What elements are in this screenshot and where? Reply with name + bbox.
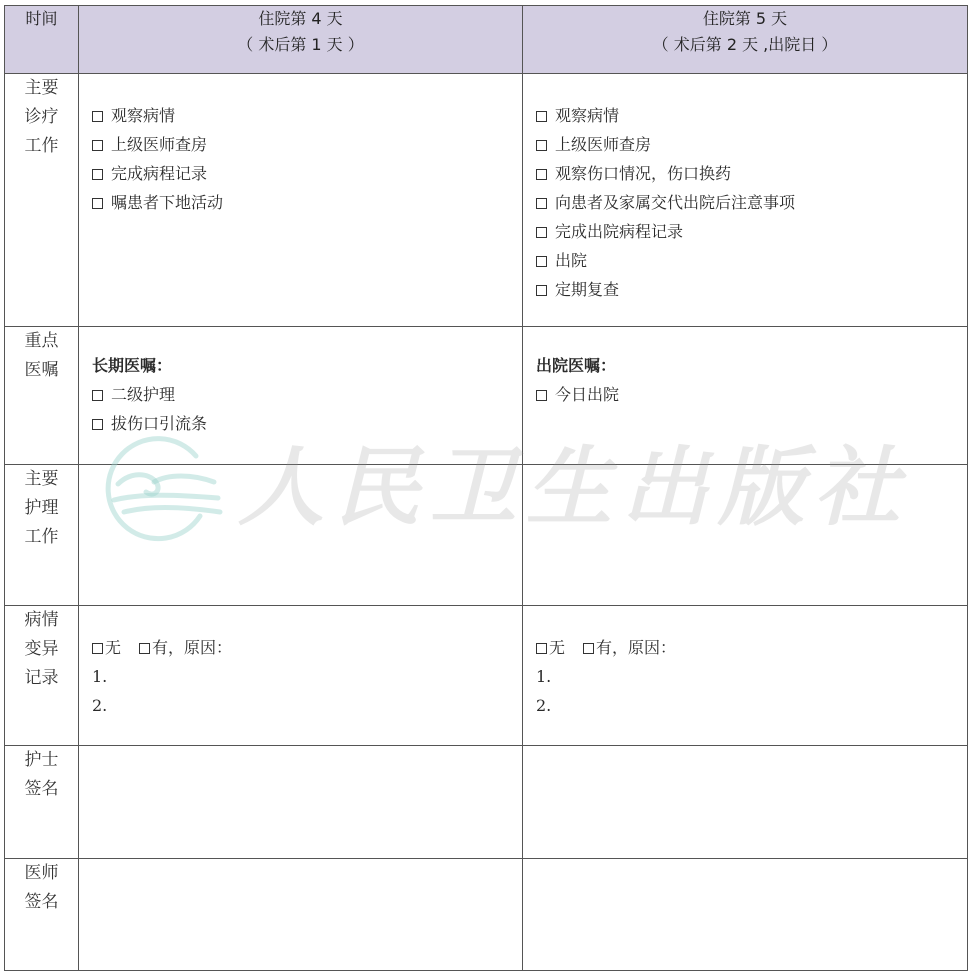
checklist-item: 观察伤口情况，伤口换药 — [536, 159, 967, 188]
checkbox[interactable] — [536, 285, 547, 296]
checklist-item: 完成出院病程记录 — [536, 217, 967, 246]
variance-reason-line[interactable]: 1. — [92, 667, 108, 686]
row-main-work — [5, 74, 968, 327]
key-orders-day4-cell — [79, 327, 523, 465]
variance-none-option[interactable]: 无 — [536, 638, 565, 657]
header-day4-subtitle: （ 术后第 1 天 ） — [237, 35, 364, 54]
variance-options — [92, 633, 522, 662]
variance-reason-line[interactable]: 2. — [536, 696, 552, 715]
checkbox[interactable] — [92, 111, 103, 122]
checkbox[interactable] — [536, 111, 547, 122]
checkbox[interactable] — [92, 390, 103, 401]
header-day5-title: 住院第 5 天 — [702, 9, 788, 28]
key-orders-day5-cell — [523, 327, 968, 465]
checklist-item: 拔伤口引流条 — [92, 409, 522, 438]
row-doctor-signature — [5, 859, 968, 971]
checkbox[interactable] — [92, 419, 103, 430]
nursing-day5-cell[interactable] — [523, 465, 968, 606]
checkbox[interactable] — [139, 643, 150, 654]
checkbox[interactable] — [536, 643, 547, 654]
main-work-day4-cell — [79, 74, 523, 327]
table-header-row — [5, 6, 968, 74]
checklist-item: 上级医师查房 — [92, 130, 522, 159]
checkbox[interactable] — [92, 198, 103, 209]
checklist-item: 上级医师查房 — [536, 130, 967, 159]
header-day5-subtitle: （ 术后第 2 天 ,出院日 ） — [652, 35, 838, 54]
label-main-work: 主要 诊疗 工作 — [5, 74, 79, 327]
header-day4-title: 住院第 4 天 — [258, 9, 343, 28]
checklist-item: 二级护理 — [92, 380, 522, 409]
checkbox[interactable] — [92, 643, 103, 654]
checkbox[interactable] — [583, 643, 594, 654]
clinical-pathway-table — [4, 5, 968, 971]
variance-reason-line[interactable]: 1. — [536, 667, 552, 686]
label-variance: 病情 变异 记录 — [5, 606, 79, 746]
variance-options — [536, 633, 967, 662]
label-doctor-signature: 医师 签名 — [5, 859, 79, 971]
checkbox[interactable] — [536, 169, 547, 180]
header-time-cell — [5, 6, 79, 74]
checkbox[interactable] — [536, 227, 547, 238]
row-nursing — [5, 465, 968, 606]
nurse-signature-day4-cell[interactable] — [79, 746, 523, 859]
checklist-item: 完成病程记录 — [92, 159, 522, 188]
checkbox[interactable] — [92, 140, 103, 151]
header-day4-cell — [79, 6, 523, 74]
checklist-item: 观察病情 — [536, 101, 967, 130]
checklist-item: 嘱患者下地活动 — [92, 188, 522, 217]
doctor-signature-day4-cell[interactable] — [79, 859, 523, 971]
variance-yes-option[interactable]: 有，原因： — [139, 638, 232, 657]
nurse-signature-day5-cell[interactable] — [523, 746, 968, 859]
label-nursing: 主要 护理 工作 — [5, 465, 79, 606]
checklist-item: 出院 — [536, 246, 967, 275]
doctor-signature-day5-cell[interactable] — [523, 859, 968, 971]
label-key-orders: 重点 医嘱 — [5, 327, 79, 465]
row-key-orders — [5, 327, 968, 465]
checklist-item: 定期复查 — [536, 275, 967, 304]
main-work-day5-cell — [523, 74, 968, 327]
checklist-item: 观察病情 — [92, 101, 522, 130]
checkbox[interactable] — [536, 390, 547, 401]
checklist-item: 今日出院 — [536, 380, 967, 409]
row-nurse-signature — [5, 746, 968, 859]
watermark-text: 人民卫生出版社 — [238, 437, 910, 538]
long-term-orders-title: 长期医嘱： — [92, 356, 173, 375]
label-nurse-signature: 护士 签名 — [5, 746, 79, 859]
nursing-day4-cell[interactable] — [79, 465, 523, 606]
checkbox[interactable] — [536, 198, 547, 209]
row-variance — [5, 606, 968, 746]
header-time-label: 时间 — [25, 9, 58, 28]
variance-day4-cell — [79, 606, 523, 746]
variance-yes-option[interactable]: 有，原因： — [583, 638, 676, 657]
discharge-orders-title: 出院医嘱： — [536, 356, 617, 375]
checkbox[interactable] — [536, 140, 547, 151]
header-day5-cell — [523, 6, 968, 74]
variance-none-option[interactable]: 无 — [92, 638, 121, 657]
checklist-item: 向患者及家属交代出院后注意事项 — [536, 188, 967, 217]
checkbox[interactable] — [92, 169, 103, 180]
checkbox[interactable] — [536, 256, 547, 267]
variance-day5-cell — [523, 606, 968, 746]
variance-reason-line[interactable]: 2. — [92, 696, 108, 715]
